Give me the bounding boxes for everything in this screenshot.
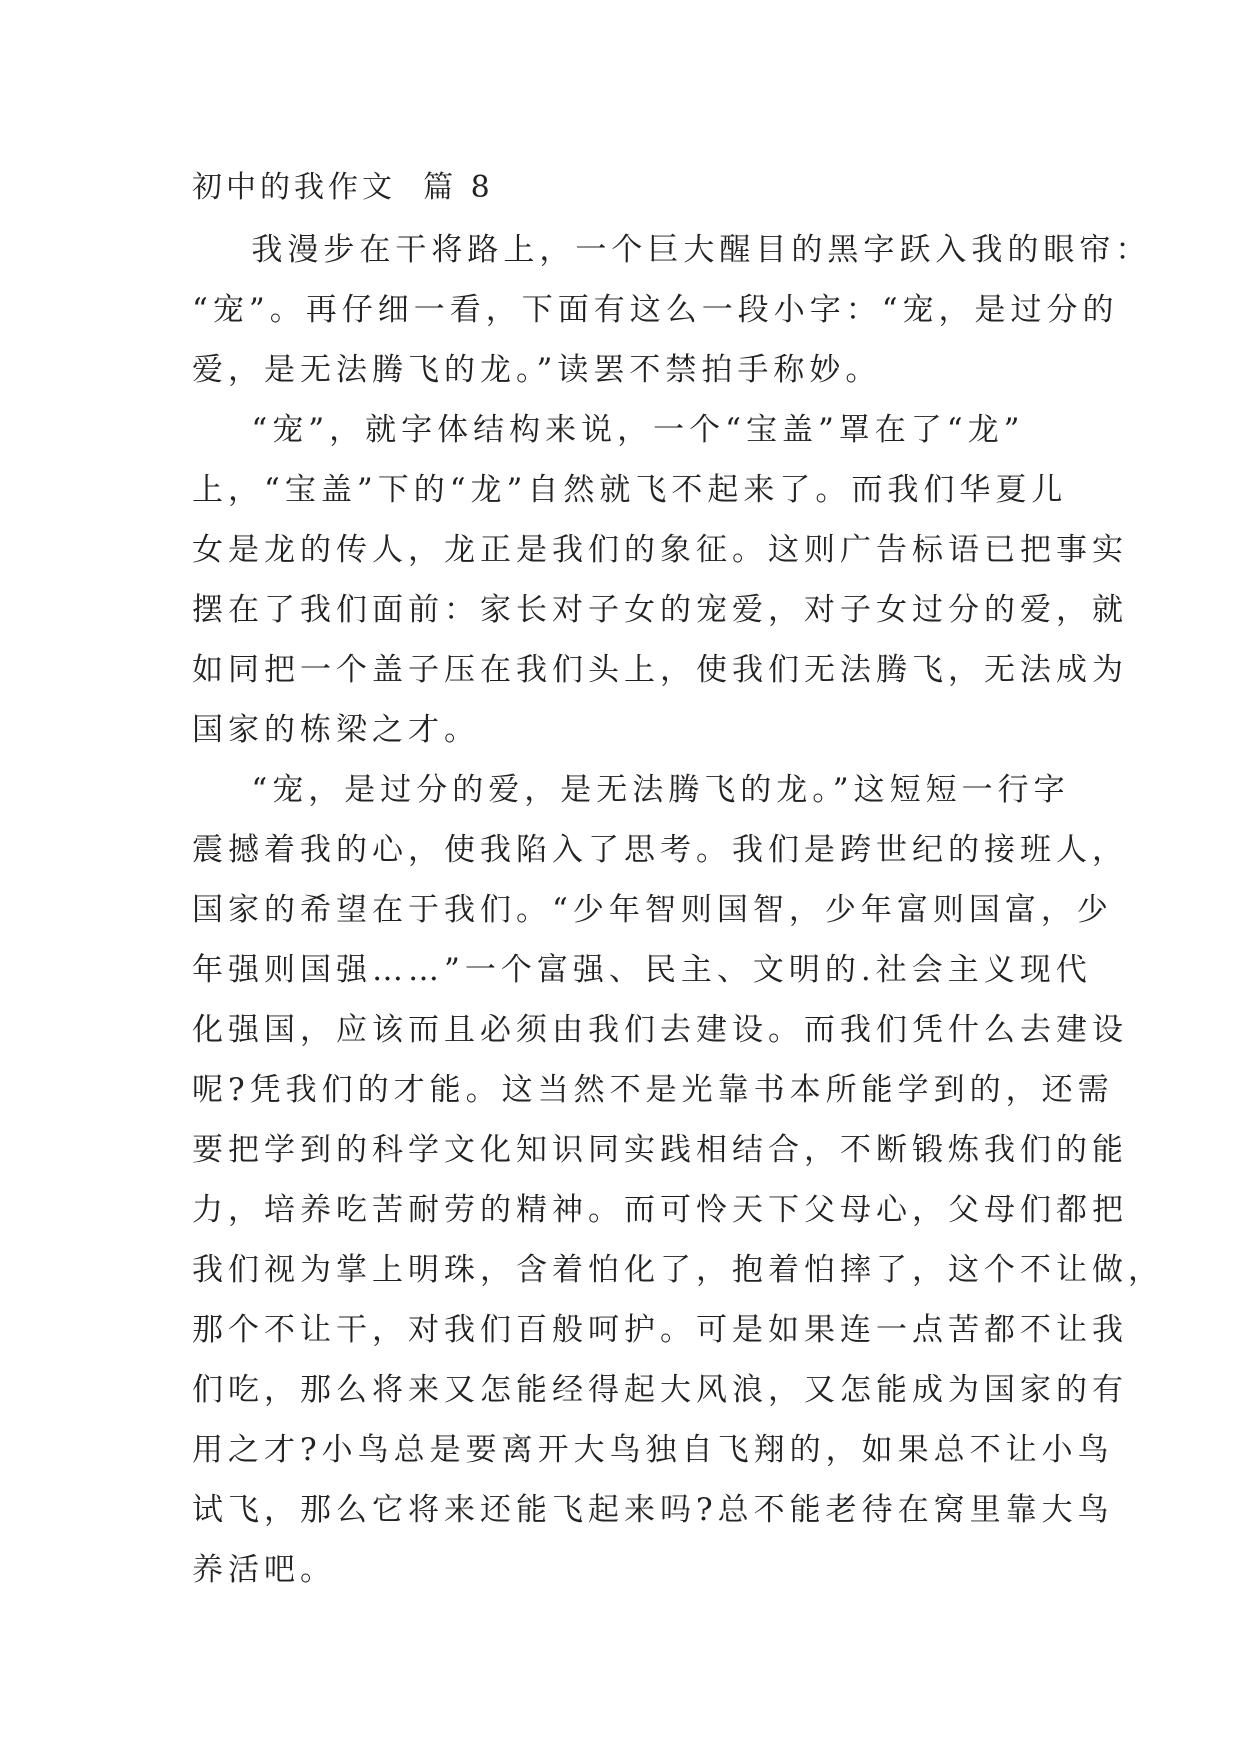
- text-line: 呢?凭我们的才能。这当然不是光靠书本所能学到的，还需: [192, 1072, 1114, 1108]
- essay-body: [192, 220, 1164, 1600]
- text-line: 摆在了我们面前：家长对子女的宠爱，对子女过分的爱，就: [192, 592, 1128, 628]
- text-line: 试飞，那么它将来还能飞起来吗?总不能老待在窝里靠大鸟: [192, 1492, 1114, 1528]
- text-line: 爱，是无法腾飞的龙。”读罢不禁拍手称妙。: [192, 352, 882, 388]
- text-line: 震撼着我的心，使我陷入了思考。我们是跨世纪的接班人，: [192, 832, 1128, 868]
- text-line: 国家的栋梁之才。: [192, 712, 480, 748]
- text-line: 如同把一个盖子压在我们头上，使我们无法腾飞，无法成为: [192, 652, 1128, 688]
- text-line: 化强国，应该而且必须由我们去建设。而我们凭什么去建设: [192, 1012, 1128, 1048]
- text-line: 要把学到的科学文化知识同实践相结合，不断锻炼我们的能: [192, 1132, 1128, 1168]
- text-line: 们吃，那么将来又怎能经得起大风浪，又怎能成为国家的有: [192, 1372, 1128, 1408]
- text-line: 我们视为掌上明珠，含着怕化了，抱着怕摔了，这个不让做，: [192, 1252, 1164, 1288]
- text-line: 年强则国强……”一个富强、民主、文明的.社会主义现代: [192, 952, 1092, 988]
- text-line: 女是龙的传人，龙正是我们的象征。这则广告标语已把事实: [192, 532, 1128, 568]
- text-line: 用之才?小鸟总是要离开大鸟独自飞翔的，如果总不让小鸟: [192, 1432, 1114, 1468]
- text-line: “宠”，就字体结构来说，一个“宝盖”罩在了“龙”: [192, 412, 1025, 448]
- text-line: 养活吧。: [192, 1552, 336, 1588]
- text-line: 我漫步在干将路上，一个巨大醒目的黑字跃入我的眼帘：: [192, 232, 1152, 268]
- text-line: 力，培养吃苦耐劳的精神。而可怜天下父母心，父母们都把: [192, 1192, 1128, 1228]
- text-line: 上，“宝盖”下的“龙”自然就飞不起来了。而我们华夏儿: [192, 472, 1068, 508]
- text-line: “宠”。再仔细一看，下面有这么一段小字：“宠，是过分的: [192, 292, 1119, 328]
- text-line: “宠，是过分的爱，是无法腾飞的龙。”这短短一行字: [192, 772, 1070, 808]
- text-line: 国家的希望在于我们。“少年智则国智，少年富则国富，少: [192, 892, 1113, 928]
- text-line: 那个不让干，对我们百般呵护。可是如果连一点苦都不让我: [192, 1312, 1128, 1348]
- essay-title: 初中的我作文 篇 8: [192, 170, 494, 205]
